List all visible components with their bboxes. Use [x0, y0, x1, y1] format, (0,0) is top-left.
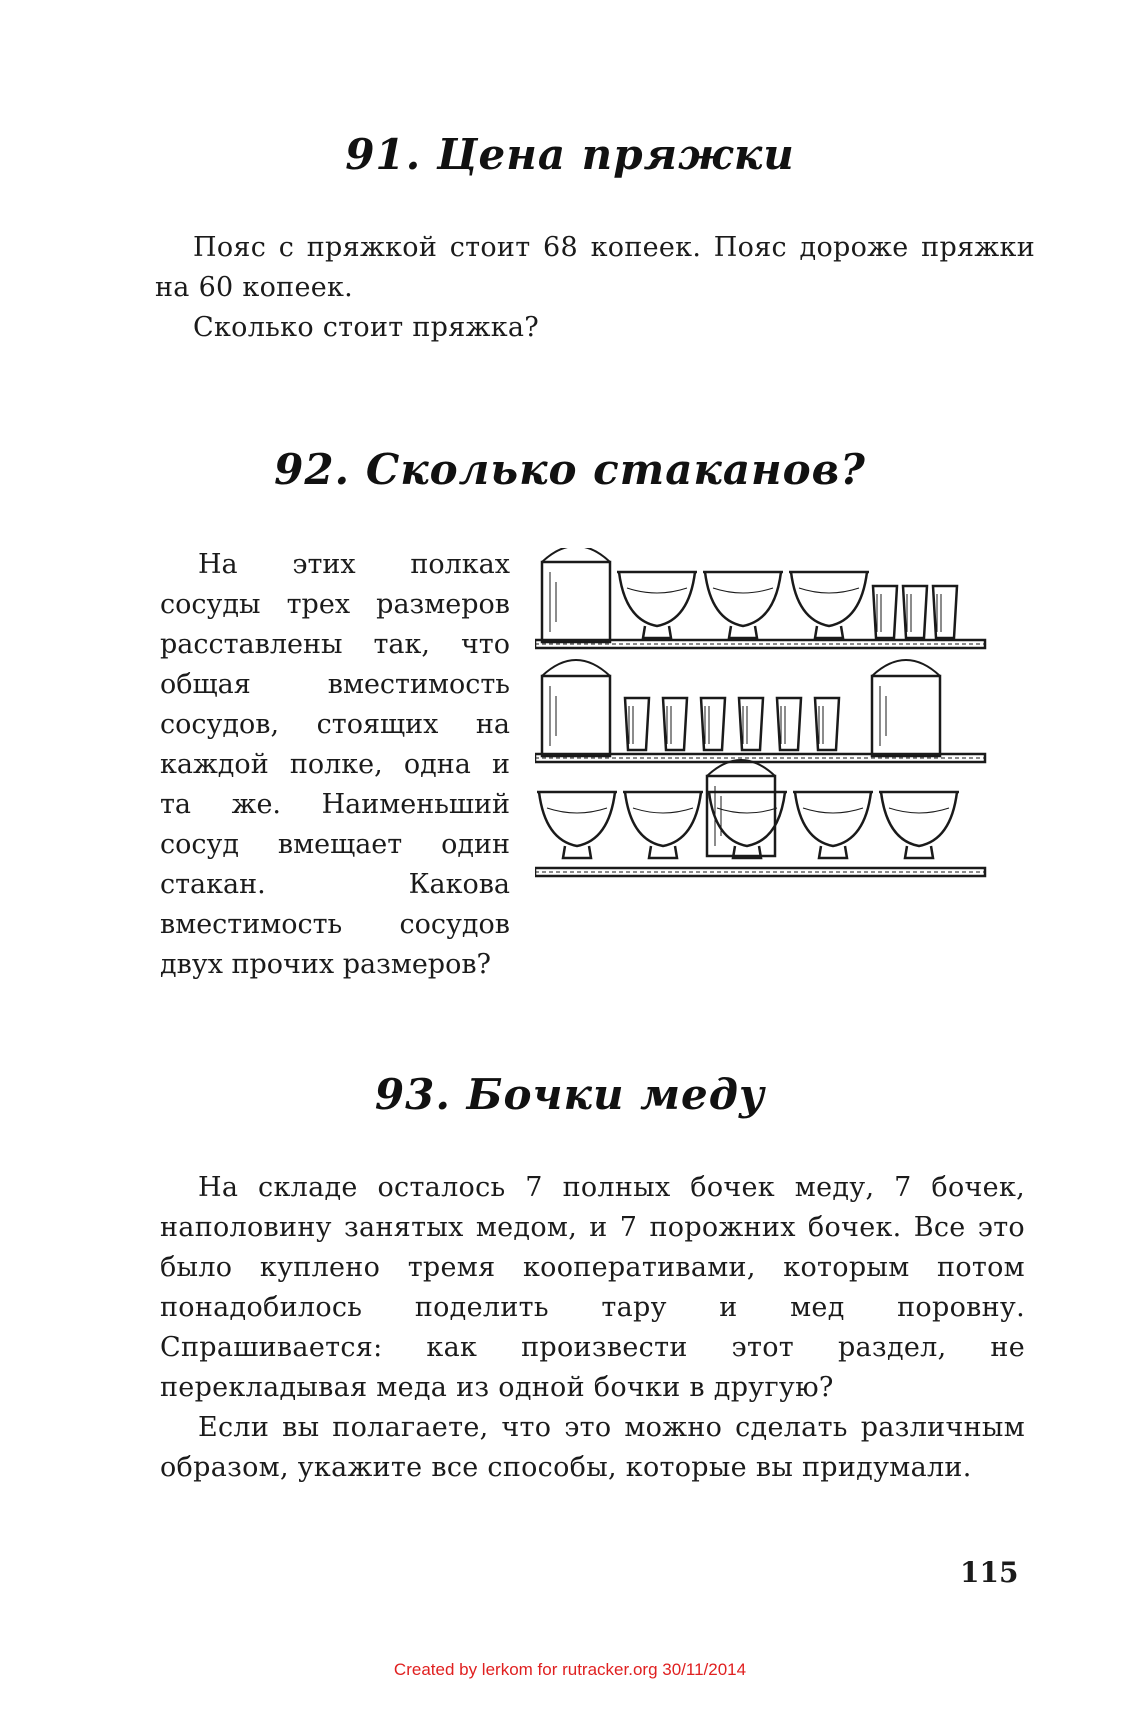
problem-91-heading	[0, 130, 1140, 179]
problem-93-number: 93.	[374, 1070, 451, 1119]
problem-92-heading	[0, 445, 1140, 494]
problem-91-number: 91.	[345, 130, 422, 179]
problem-92-title: Сколько стаканов?	[365, 445, 866, 494]
problem-91-paragraph-2: Сколько стоит пряжка?	[193, 312, 540, 343]
problem-91-title: Цена пряжки	[436, 130, 795, 179]
problem-93-title: Бочки меду	[466, 1070, 766, 1119]
problem-93-paragraph-1: На складе осталось 7 полных бочек меду, 7 бочек, наполовину занятых медом, и 7 порожних бочек. Все это было куплено тремя кооперативами, которым потом понадобилось поделить тару и мед поровну. Спрашивается: как произвести этот раздел, не перекладывая меда из одной бочки в другую?	[160, 1172, 1025, 1403]
problem-91-paragraph-1: Пояс с пряжкой стоит 68 копеек. Пояс дороже пряжки на 60 копеек.	[155, 232, 1035, 303]
top-shelf	[535, 548, 985, 648]
shelves-illustration	[535, 548, 995, 878]
problem-92-text: На этих полках сосуды трех размеров расставлены так, что общая вместимость сосудов, стоящих на каждой полке, одна и та же. Наименьший сосуд вмещает один стакан. Какова вместимость сосудов двух прочих размеров?	[160, 549, 510, 980]
bottom-shelf	[535, 760, 985, 876]
middle-shelf	[535, 660, 985, 762]
problem-93-heading	[0, 1070, 1140, 1119]
footer-credit: Created by lerkom for rutracker.org 30/11/2014	[393, 1660, 747, 1679]
problem-92-number: 92.	[274, 445, 351, 494]
problem-93-paragraph-2: Если вы полагаете, что это можно сделать различным образом, укажите все способы, которые вы придумали.	[160, 1412, 1025, 1483]
page-number: 115	[960, 1556, 1019, 1589]
